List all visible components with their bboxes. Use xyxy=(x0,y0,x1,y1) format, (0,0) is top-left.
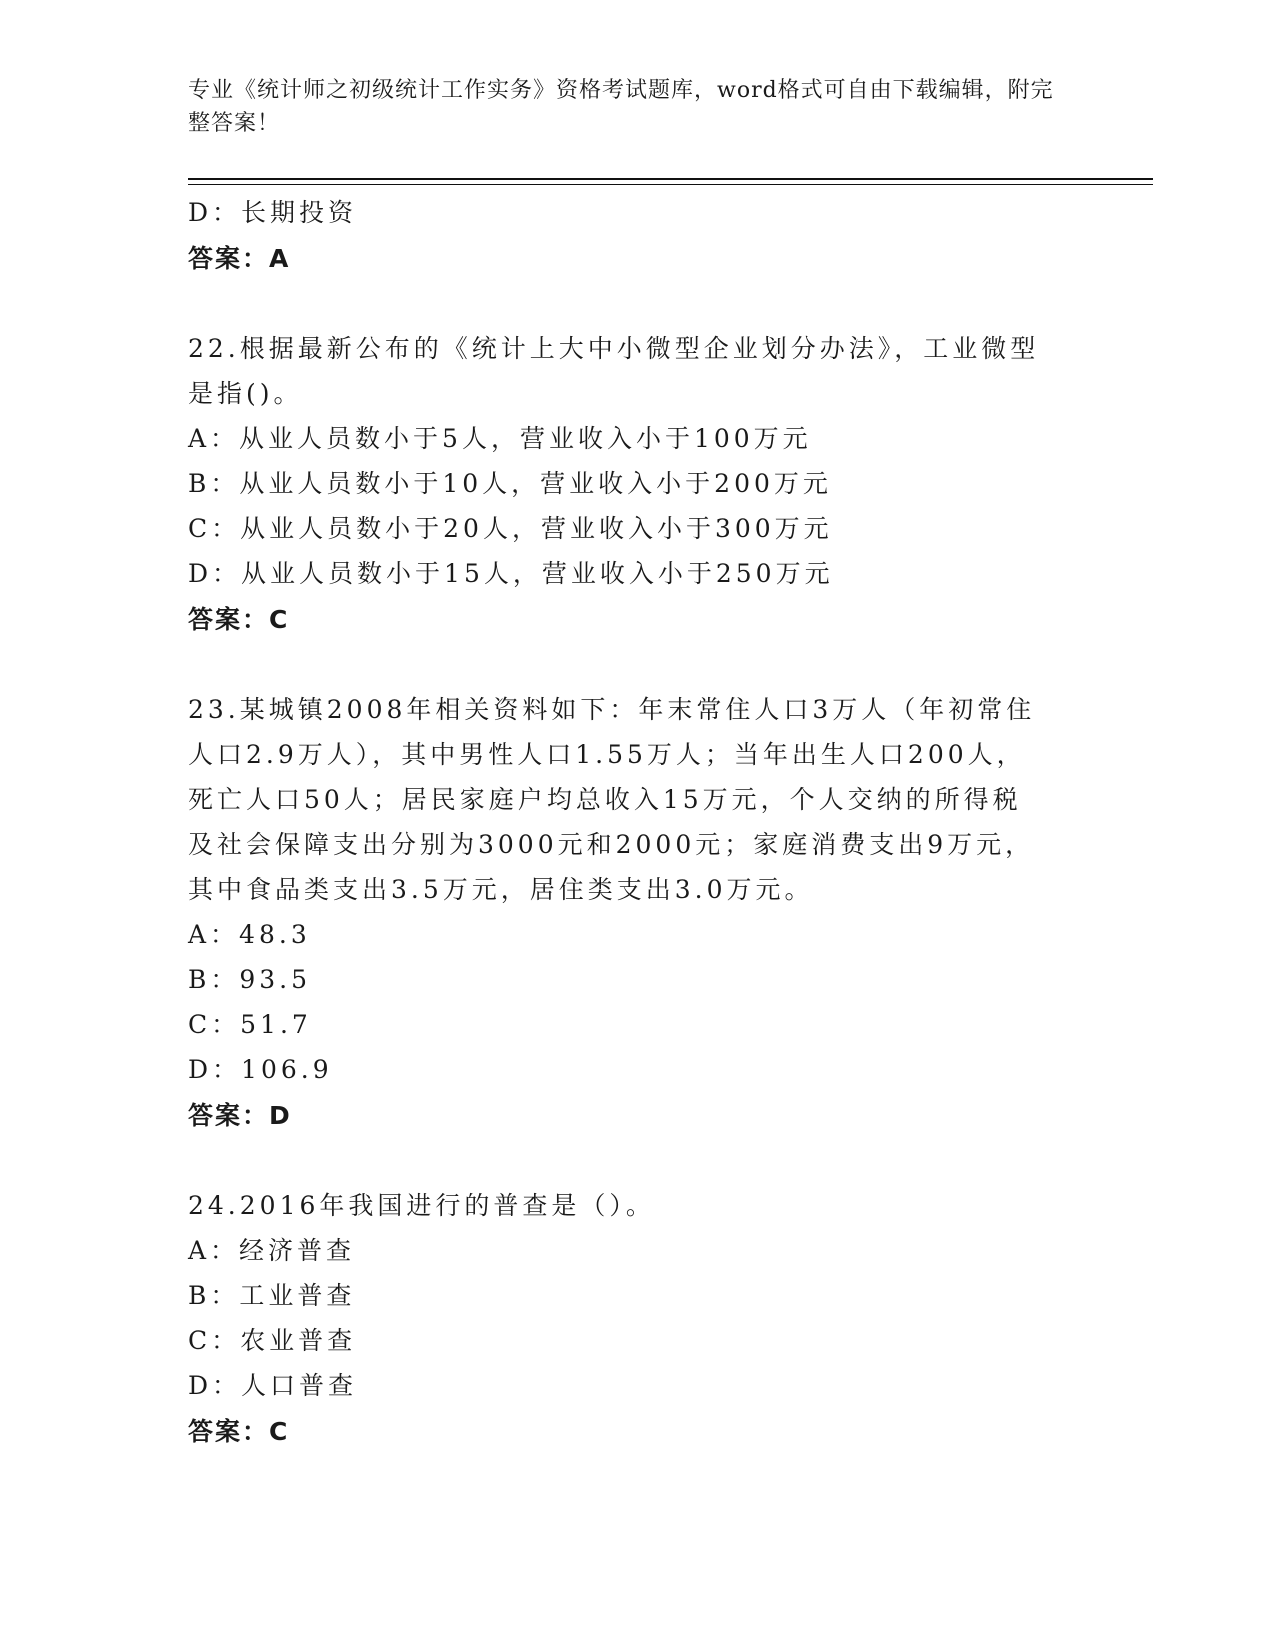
spacer xyxy=(188,1139,1088,1183)
option-b: B：工业普查 xyxy=(188,1281,356,1310)
answer-line: 答案：A xyxy=(188,244,291,273)
header-divider-thick xyxy=(188,178,1153,180)
question-23 xyxy=(188,687,1088,1139)
option-b: B：从业人员数小于10人，营业收入小于200万元 xyxy=(188,469,832,498)
question-stem: 24.2016年我国进行的普查是（）。 xyxy=(188,1191,655,1220)
answer-line: 答案：C xyxy=(188,1417,290,1446)
question-list xyxy=(188,190,1088,1455)
option-b: B：93.5 xyxy=(188,965,312,994)
option-c: C：51.7 xyxy=(188,1010,312,1039)
page-header: 专业《统计师之初级统计工作实务》资格考试题库，word格式可自由下载编辑，附完整答案！ xyxy=(188,78,1054,136)
question-22 xyxy=(188,326,1088,643)
option-a: A：从业人员数小于5人，营业收入小于100万元 xyxy=(188,424,812,453)
question-21-tail xyxy=(188,190,1088,282)
question-24 xyxy=(188,1183,1088,1455)
option-a: A：48.3 xyxy=(188,920,311,949)
option-d: D：从业人员数小于15人，营业收入小于250万元 xyxy=(188,559,834,588)
answer-line: 答案：C xyxy=(188,605,290,634)
option-d: D：长期投资 xyxy=(188,198,358,227)
header-divider-thin xyxy=(188,184,1153,185)
option-d: D：人口普查 xyxy=(188,1371,358,1400)
question-stem: 22.根据最新公布的《统计上大中小微型企业划分办法》，工业微型是指()。 xyxy=(188,334,1040,408)
question-stem: 23.某城镇2008年相关资料如下：年末常住人口3万人（年初常住人口2.9万人），其中男性人口1.55万人；当年出生人口200人，死亡人口50人；居民家庭户均总收入15万元，个人交纳的所得税及社会保障支出分别为3000元和2000元；家庭消费支出9万元，其中食品类支出3.5万元，居住类支出3.0万元。 xyxy=(188,695,1036,904)
option-c: C：农业普查 xyxy=(188,1326,357,1355)
option-c: C：从业人员数小于20人，营业收入小于300万元 xyxy=(188,514,833,543)
option-a: A：经济普查 xyxy=(188,1236,356,1265)
option-d: D：106.9 xyxy=(188,1055,333,1084)
spacer xyxy=(188,282,1088,326)
answer-line: 答案：D xyxy=(188,1101,292,1130)
spacer xyxy=(188,643,1088,687)
